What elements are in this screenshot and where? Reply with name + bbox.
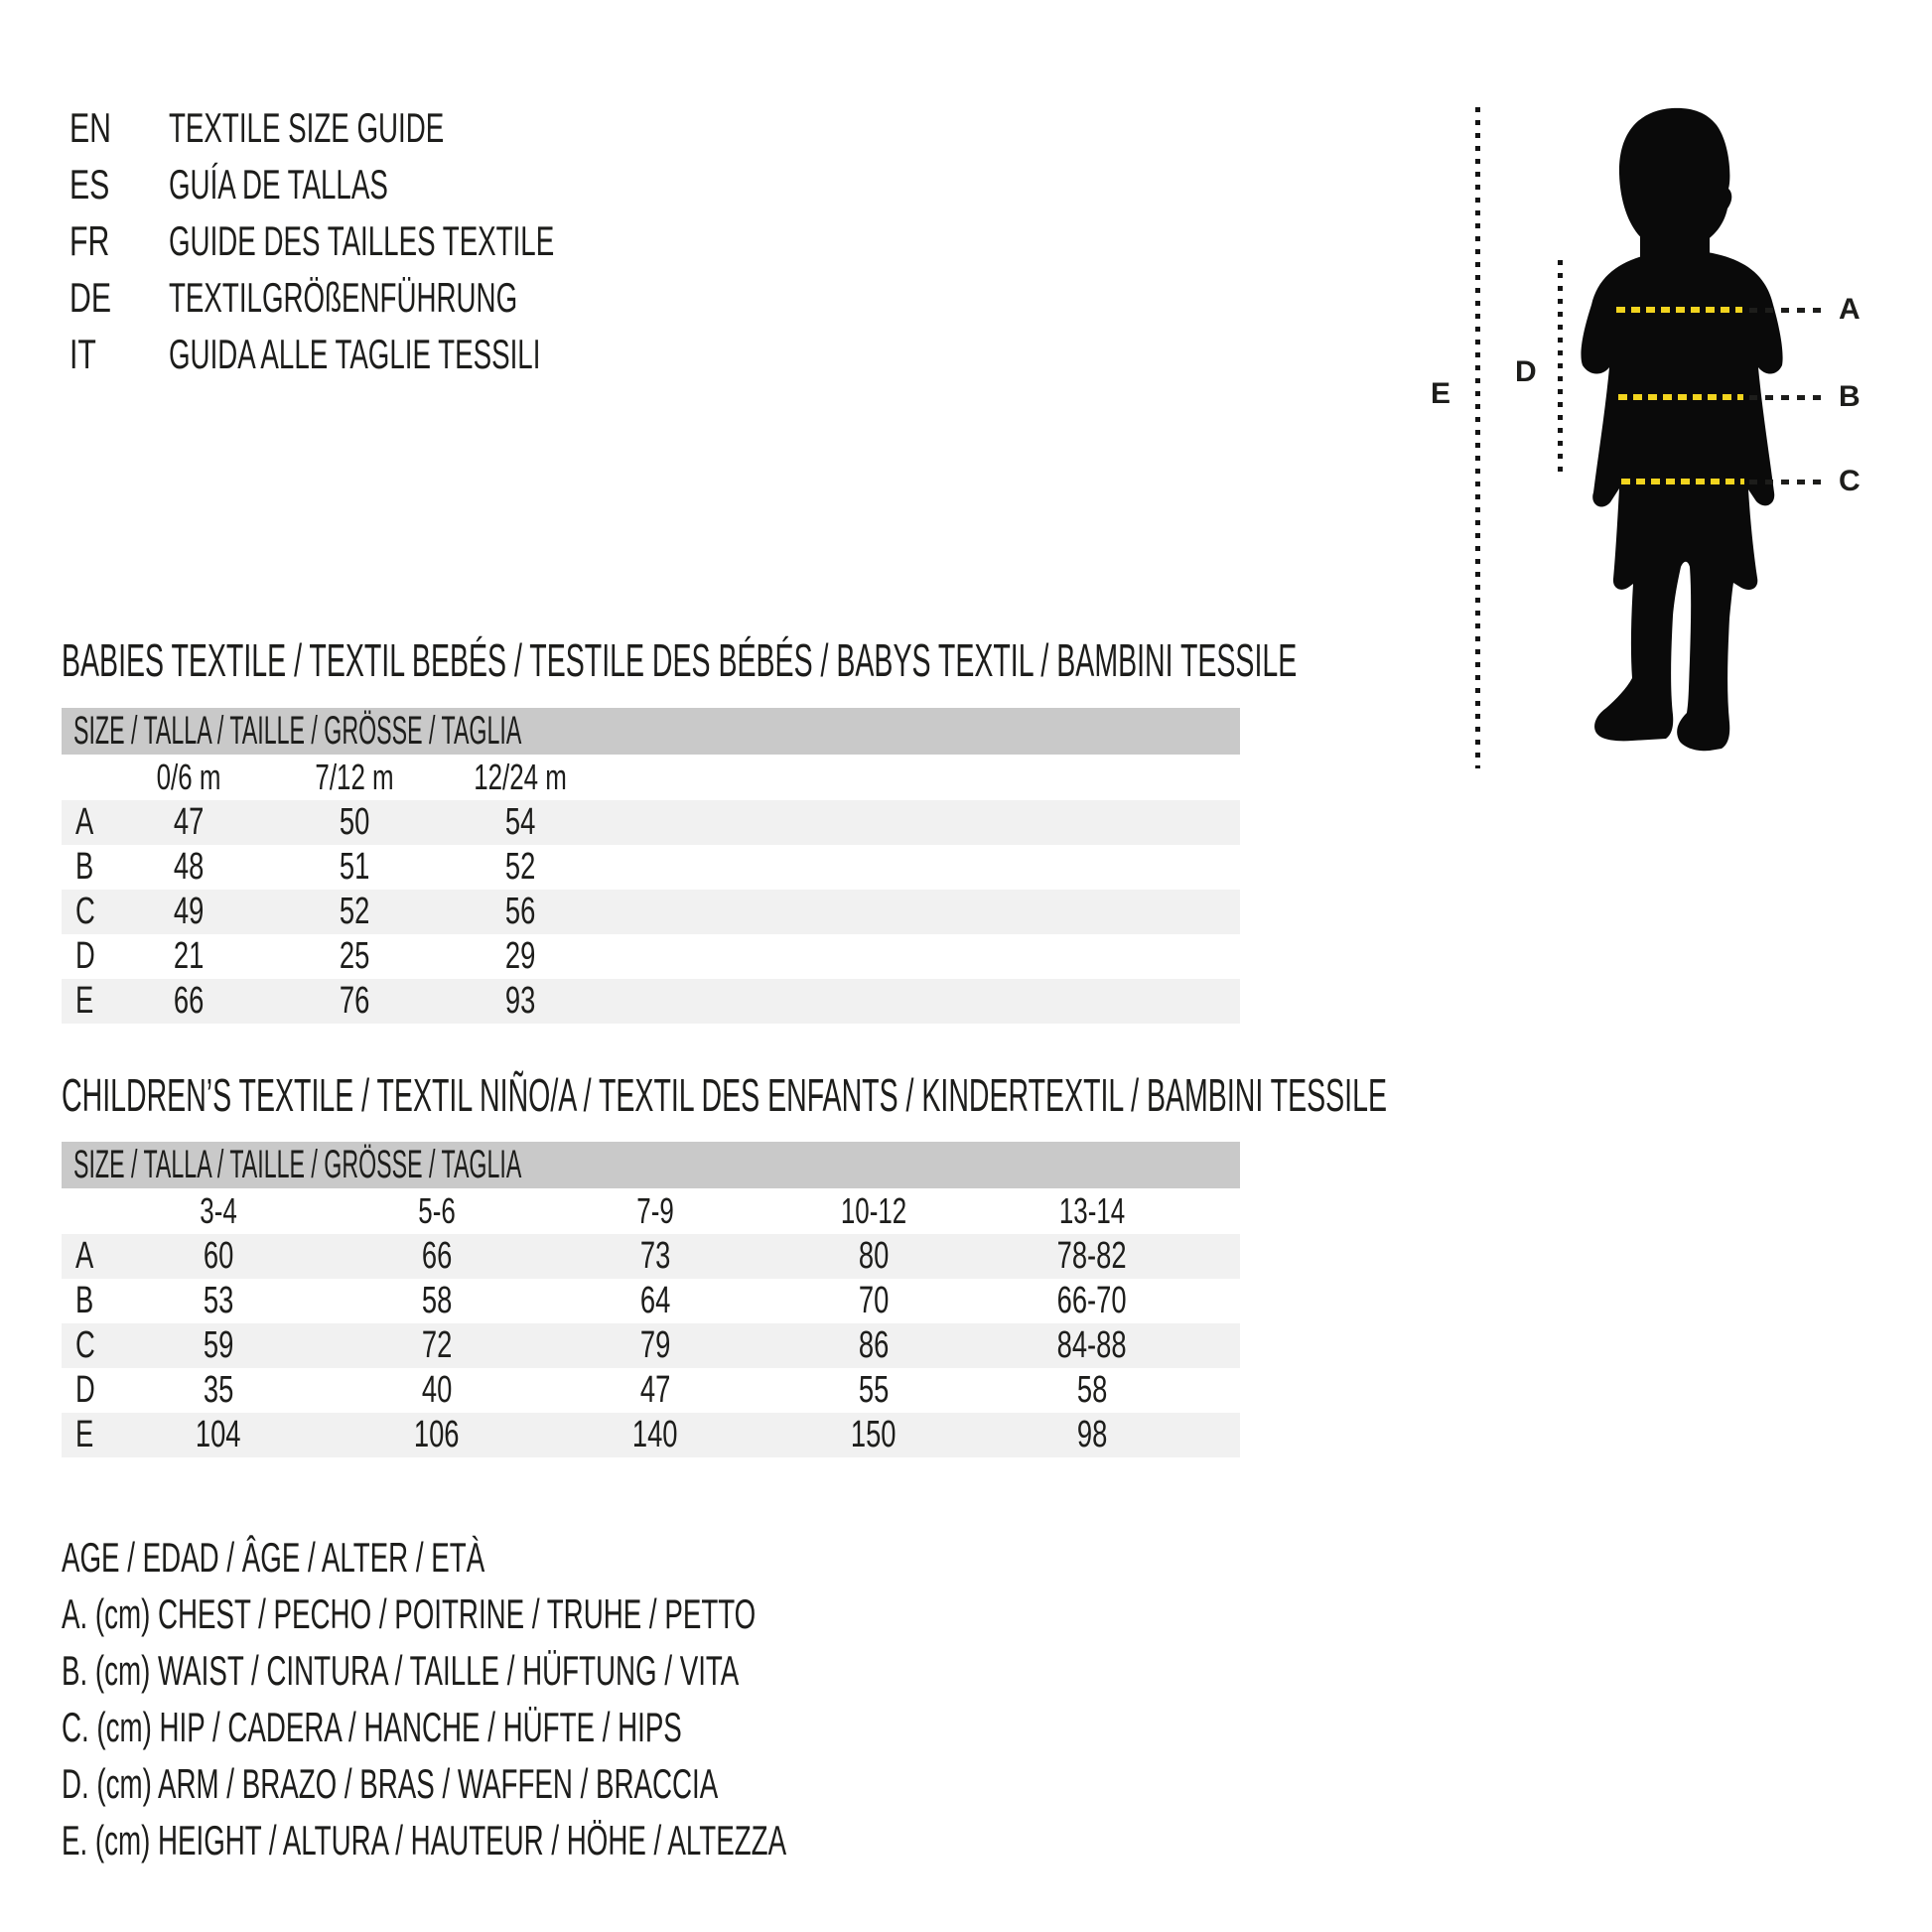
table-row (62, 1234, 1240, 1279)
cell-value: 66 (174, 980, 205, 1022)
cell-value: 58 (421, 1280, 453, 1321)
cell-value: 66-70 (1056, 1280, 1127, 1321)
row-label: D (75, 1369, 95, 1411)
cell-value: 58 (1076, 1369, 1108, 1411)
children-size-table (62, 1142, 1240, 1457)
cell-value: 47 (174, 801, 205, 843)
legend-line-hip: C. (cm) HIP / CADERA / HANCHE / HÜFTE / HIPS (62, 1704, 682, 1750)
row-label: E (75, 980, 94, 1022)
cell-value: 47 (639, 1369, 671, 1411)
cell-value: 29 (505, 935, 536, 977)
table-row (62, 800, 1240, 845)
legend-line-height: E. (cm) HEIGHT / ALTURA / HAUTEUR / HÖHE / ALTEZZA (62, 1817, 787, 1863)
column-header: 12/24 m (474, 757, 568, 797)
cell-value: 104 (196, 1414, 241, 1455)
cell-value: 60 (203, 1235, 234, 1277)
row-label: A (75, 1235, 94, 1277)
cell-value: 35 (203, 1369, 234, 1411)
babies-section-heading: BABIES TEXTILE / TEXTIL BEBÉS / TESTILE DES BÉBÉS / BABYS TEXTIL / BAMBINI TESSILE (62, 634, 1298, 686)
measurement-legend (62, 1529, 1160, 1868)
table-row (62, 1368, 1240, 1413)
language-title: TEXTILE SIZE GUIDE (169, 104, 445, 151)
cell-value: 66 (421, 1235, 453, 1277)
cell-value: 93 (505, 980, 536, 1022)
chest-measure-dots-a (1749, 308, 1822, 313)
cell-value: 53 (203, 1280, 234, 1321)
cell-value: 52 (505, 846, 536, 888)
row-label: E (75, 1414, 94, 1455)
language-code: FR (69, 217, 110, 264)
cell-value: 55 (858, 1369, 890, 1411)
language-title: GUIDE DES TAILLES TEXTILE (169, 217, 555, 264)
cell-value: 56 (505, 891, 536, 932)
column-header: 5-6 (418, 1190, 456, 1231)
cell-value: 73 (639, 1235, 671, 1277)
table-row (62, 934, 1240, 979)
legend-line-age: AGE / EDAD / ÂGE / ALTER / ETÀ (62, 1534, 485, 1581)
waist-measure-line-b (1618, 394, 1743, 400)
row-label: A (75, 801, 94, 843)
cell-value: 40 (421, 1369, 453, 1411)
hip-measure-dots-c (1749, 480, 1822, 484)
cell-value: 59 (203, 1324, 234, 1366)
children-size-header-bar: SIZE / TALLA / TAILLE / GRÖSSE / TAGLIA (62, 1142, 1240, 1188)
cell-value: 79 (639, 1324, 671, 1366)
babies-size-header-bar: SIZE / TALLA / TAILLE / GRÖSSE / TAGLIA (62, 708, 1240, 755)
cell-value: 86 (858, 1324, 890, 1366)
row-label: B (75, 1280, 94, 1321)
height-label-e: E (1431, 377, 1451, 410)
cell-value: 54 (505, 801, 536, 843)
row-label: C (75, 1324, 95, 1366)
column-header: 7-9 (636, 1190, 674, 1231)
row-label: B (75, 846, 94, 888)
row-label: C (75, 891, 95, 932)
cell-value: 21 (174, 935, 205, 977)
table-row (62, 979, 1240, 1024)
cell-value: 150 (851, 1414, 897, 1455)
cell-value: 25 (340, 935, 370, 977)
language-title: GUIDA ALLE TAGLIE TESSILI (169, 331, 541, 377)
cell-value: 49 (174, 891, 205, 932)
table-row (62, 1413, 1240, 1457)
column-header: 7/12 m (315, 757, 395, 797)
cell-value: 64 (639, 1280, 671, 1321)
table-row (62, 1323, 1240, 1368)
children-section-heading: CHILDREN’S TEXTILE / TEXTIL NIÑO/A / TEXTIL DES ENFANTS / KINDERTEXTIL / BAMBINI TESSILE (62, 1069, 1387, 1121)
language-title: GUÍA DE TALLAS (169, 161, 388, 207)
language-code: DE (69, 274, 112, 321)
table-row (62, 890, 1240, 934)
cell-value: 48 (174, 846, 205, 888)
babies-size-table (62, 708, 1240, 1024)
waist-measure-dots-b (1749, 395, 1822, 400)
arm-label-d: D (1515, 355, 1537, 388)
children-column-header-row (62, 1188, 1240, 1234)
waist-label-b: B (1839, 380, 1861, 413)
cell-value: 70 (858, 1280, 890, 1321)
column-header: 13-14 (1058, 1190, 1126, 1231)
cell-value: 140 (632, 1414, 678, 1455)
table-row (62, 1279, 1240, 1323)
cell-value: 80 (858, 1235, 890, 1277)
cell-value: 76 (340, 980, 370, 1022)
language-code: ES (69, 161, 110, 207)
arm-measure-line-d (1558, 260, 1563, 477)
chest-measure-line-a (1616, 307, 1742, 313)
babies-column-header-row (62, 755, 1240, 800)
cell-value: 72 (421, 1324, 453, 1366)
column-header: 3-4 (200, 1190, 237, 1231)
chest-label-a: A (1839, 293, 1861, 326)
hip-measure-line-c (1621, 479, 1744, 484)
cell-value: 98 (1076, 1414, 1108, 1455)
cell-value: 84-88 (1056, 1324, 1127, 1366)
language-code: EN (69, 104, 112, 151)
hip-label-c: C (1839, 465, 1861, 497)
legend-line-waist: B. (cm) WAIST / CINTURA / TAILLE / HÜFTUNG / VITA (62, 1647, 740, 1694)
cell-value: 52 (340, 891, 370, 932)
legend-line-arm: D. (cm) ARM / BRAZO / BRAS / WAFFEN / BRACCIA (62, 1760, 719, 1807)
legend-line-chest: A. (cm) CHEST / PECHO / POITRINE / TRUHE / PETTO (62, 1590, 757, 1637)
cell-value: 78-82 (1056, 1235, 1127, 1277)
column-header: 0/6 m (157, 757, 221, 797)
table-row (62, 845, 1240, 890)
column-header: 10-12 (840, 1190, 907, 1231)
row-label: D (75, 935, 95, 977)
cell-value: 106 (414, 1414, 460, 1455)
language-title: TEXTILGRÖßENFÜHRUNG (169, 274, 518, 321)
cell-value: 51 (340, 846, 370, 888)
language-code: IT (69, 331, 96, 377)
cell-value: 50 (340, 801, 370, 843)
